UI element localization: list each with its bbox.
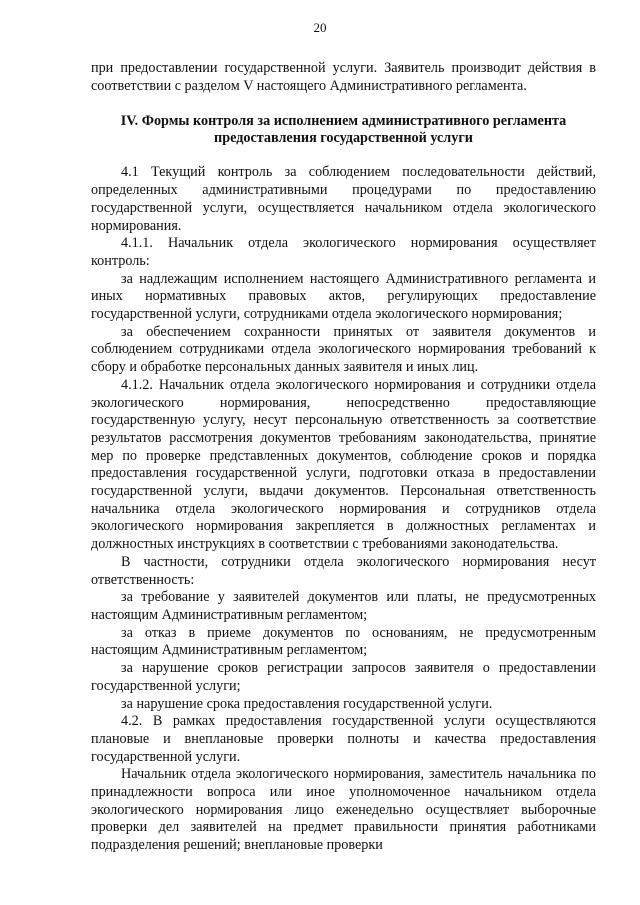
intro-paragraph: при предоставлении государственной услуги. Заявитель производит действия в соответствии с разделом V настоящего Административного регламента.: [91, 60, 596, 94]
responsibility-intro: В частности, сотрудники отдела экологического нормирования несут ответственность:: [91, 553, 596, 588]
responsibility-item-deadline: за нарушение срока предоставления государственной услуги.: [121, 695, 493, 712]
control-item-documents: за обеспечением сохранности принятых от заявителя документов и соблюдением сотрудниками отдела экологического нормирования требований к сбору и обработке персональных данных заявителя и иных лиц.: [91, 323, 596, 376]
section-heading: [91, 113, 596, 147]
paragraph-4-1-1: 4.1.1. Начальник отдела экологического нормирования осуществляет контроль:: [91, 235, 596, 269]
responsibility-item-refusal: за отказ в приеме документов по основаниям, не предусмотренным настоящим Административным регламентом;: [91, 624, 596, 659]
paragraph-4-2: 4.2. В рамках предоставления государственной услуги осуществляются плановые и внеплановые проверки полноты и качества предоставления государственной услуги.: [91, 713, 596, 765]
control-item-regulation: за надлежащим исполнением настоящего Административного регламента и иных нормативных правовых актов, регулирующих предоставление государственной услуги, сотрудниками отдела экологического нормирования;: [91, 270, 596, 323]
responsibility-item-documents-fees: за требование у заявителей документов или платы, не предусмотренных настоящим Административным регламентом;: [91, 589, 596, 623]
paragraph-4-1: 4.1 Текущий контроль за соблюдением последовательности действий, определенных административными процедурами по предоставлению государственной услуги, осуществляется начальником отдела экологического нормирования.: [91, 164, 596, 234]
paragraph-4-1-2: 4.1.2. Начальник отдела экологического нормирования и сотрудники отдела экологического нормирования, непосредственно предоставляющие государственную услугу, несут персональную ответственность за соответствие результатов рассмотрения документов требованиям законодательства, принятие мер по проверке представленных документов, соблюдение сроков и порядка предоставления государственной услуги, подготовки отказа в предоставлении государственной услуги, выдачи документов. Персональная ответственность начальника отдела экологического нормирования и сотрудников отдела экологического нормирования закрепляется в должностных регламентах и должностных инструкциях в соответствии с требованиями законодательства.: [91, 376, 596, 553]
document-body: [91, 60, 596, 855]
section-heading-line-2: предоставления государственной услуги: [214, 130, 473, 147]
page-number: 20: [313, 20, 327, 35]
inspection-paragraph: Начальник отдела экологического нормирования, заместитель начальника по принадлежности вопроса или иное уполномоченное начальником отдела экологического нормирования лицо еженедельно осуществляет выборочные проверки дел заявителей на предмет правильности принятия работниками подразделения решений; внеплановые проверки: [91, 766, 596, 854]
responsibility-item-registration: за нарушение сроков регистрации запросов заявителя о предоставлении государственной услуги;: [91, 660, 596, 694]
section-heading-line-1: IV. Формы контроля за исполнением административного регламента: [120, 113, 567, 130]
